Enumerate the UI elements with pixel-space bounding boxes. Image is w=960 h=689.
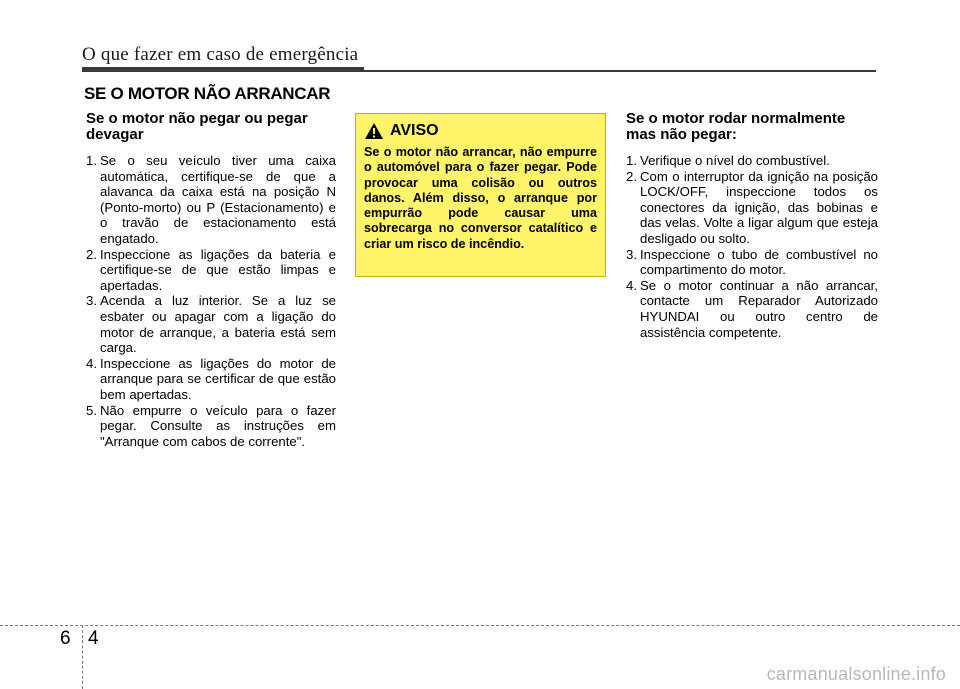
header-title: O que fazer em caso de emergência — [82, 44, 359, 65]
item-number: 2. — [86, 246, 97, 262]
item-text: Verifique o nível do combustível. — [640, 153, 830, 168]
list-item — [626, 247, 878, 278]
list-item — [86, 356, 336, 403]
warning-triangle-icon — [364, 122, 384, 140]
list-item — [626, 278, 878, 340]
item-text: Inspeccione as ligações do motor de arranque para se certificar de que estão bem apertadas. — [100, 355, 336, 402]
page-number: 4 — [88, 628, 99, 649]
list-item — [86, 247, 336, 294]
chapter-number: 6 — [60, 628, 71, 649]
list-item — [626, 169, 878, 247]
item-text: Inspeccione o tubo de combustível no compartimento do motor. — [640, 246, 878, 278]
right-steps-list — [626, 153, 878, 340]
header-rule-thick — [82, 67, 364, 72]
item-number: 4. — [626, 277, 637, 293]
item-text: Se o motor continuar a não arrancar, contacte um Reparador Autorizado HYUNDAI ou outro centro de assistência competente. — [640, 277, 878, 340]
item-number: 1. — [626, 153, 637, 168]
warning-header — [364, 122, 597, 140]
item-text: Não empurre o veículo para o fazer pegar. Consulte as instruções em "Arranque com cabos de corrente". — [100, 402, 336, 449]
item-text: Inspeccione as ligações da bateria e certifique-se de que estão limpas e apertadas. — [100, 246, 336, 293]
list-item — [86, 293, 336, 355]
item-number: 1. — [86, 153, 97, 168]
right-heading: Se o motor rodar normalmente mas não pegar: — [626, 110, 846, 143]
list-item — [626, 153, 878, 169]
item-number: 3. — [626, 246, 637, 262]
footer-rule — [0, 625, 960, 626]
list-item — [86, 403, 336, 450]
warning-text: Se o motor não arrancar, não empurre o automóvel para o fazer pegar. Pode provocar uma colisão ou outros danos. Além disso, o arranque por empurrão pode causar uma sobrecarga no conversor catalítico e criar um risco de incêndio. — [364, 145, 597, 251]
item-text: Se o seu veículo tiver uma caixa automática, certifique-se de que a alavanca da caixa está na posição N (Ponto-morto) ou P (Estacionamento) e o travão de estacionamento está engatado. — [100, 153, 336, 246]
item-number: 5. — [86, 402, 97, 418]
item-number: 4. — [86, 355, 97, 371]
left-steps-list — [86, 153, 336, 449]
section-title: SE O MOTOR NÃO ARRANCAR — [84, 84, 331, 103]
header-rule-thin — [364, 70, 876, 72]
right-column — [626, 111, 878, 340]
warning-label: AVISO — [390, 122, 439, 139]
footer-divider — [82, 625, 83, 689]
watermark-text: carmanualsonline.info — [766, 664, 946, 684]
left-column — [86, 111, 336, 449]
item-number: 3. — [86, 293, 97, 309]
item-text: Acenda a luz interior. Se a luz se esbater ou apagar com a ligação do motor de arranque, a bateria está sem carga. — [100, 293, 336, 356]
item-text: Com o interruptor da ignição na posição LOCK/OFF, inspeccione todos os conectores da ignição, das bobinas e das velas. Volte a ligar algum que esteja desligado ou solto. — [640, 168, 878, 246]
warning-box — [355, 113, 606, 277]
list-item — [86, 153, 336, 247]
item-number: 2. — [626, 168, 637, 184]
left-heading: Se o motor não pegar ou pegar devagar — [86, 110, 308, 143]
